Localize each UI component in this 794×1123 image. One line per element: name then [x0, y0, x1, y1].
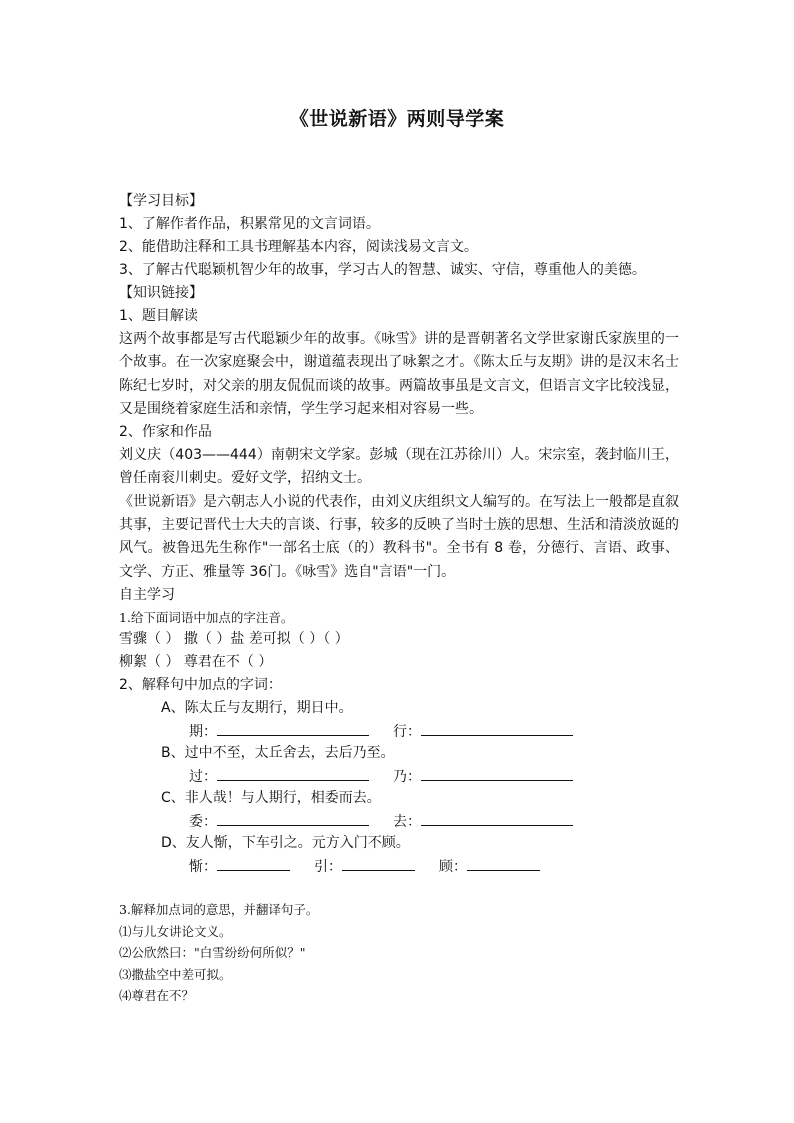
section-heading-links: 【知识链接】	[119, 285, 203, 301]
answer-blank[interactable]	[217, 855, 290, 871]
answer-blank[interactable]	[421, 765, 573, 781]
question-1-line: 柳絮（ ） 尊君在不（ ）	[119, 654, 273, 671]
section-heading-goals: 【学习目标】	[119, 193, 203, 209]
question-3-item: ⑴与儿女讲论文义。	[119, 923, 232, 939]
word-label: 委：	[189, 814, 217, 831]
answer-blank[interactable]	[421, 720, 573, 736]
word-label: 去：	[393, 814, 421, 831]
q2-sentence: C、非人哉！与人期行，相委而去。	[161, 790, 381, 807]
goal-item: 3、了解古代聪颖机智少年的故事，学习古人的智慧、诚实、守信，尊重他人的美德。	[119, 262, 646, 278]
topic-paragraph: 这两个故事都是写古代聪颖少年的故事。《咏雪》讲的是晋朝著名文学世家谢氏家族里的一个故事。在一次家庭聚会中，谢道蕴表现出了咏絮之才。《陈太丘与友期》讲的是汉末名士陈纪七岁时，对父亲的朋友侃侃而谈的故事。两篇故事虽是文言文，但语言文字比较浅显，又是围绕着家庭生活和亲情，学生学习起来相对容易一些。	[119, 331, 679, 417]
word-label: 引：	[314, 859, 342, 876]
answer-blank[interactable]	[217, 810, 369, 826]
q2-answer-row	[161, 810, 679, 832]
question-2-items	[119, 697, 679, 877]
question-3-item: ⑵公欣然曰："白雪纷纷何所似？"	[119, 945, 306, 961]
question-3-item: ⑷尊君在不？	[119, 988, 195, 1004]
word-label: 乃：	[393, 769, 421, 786]
question-1-line: 雪骤（ ） 撒（ ）盐 差可拟（ ）（ ）	[119, 631, 349, 648]
q2-answer-row	[161, 765, 679, 787]
goal-item: 1、了解作者作品，积累常见的文言词语。	[119, 216, 380, 232]
question-3-item: ⑶撒盐空中差可拟。	[119, 966, 232, 982]
q2-sentence: B、过中不至，太丘舍去，去后乃至。	[161, 745, 395, 762]
author-paragraph: 刘义庆（403——444）南朝宋文学家。彭城（现在江苏徐川）人。宋宗室，袭封临川王，曾任南衮川刺史。爱好文学，招纳文士。	[119, 447, 679, 487]
q2-answer-row	[161, 720, 679, 742]
goal-item: 2、能借助注释和工具书理解基本内容，阅读浅易文言文。	[119, 239, 478, 255]
answer-blank[interactable]	[342, 855, 415, 871]
topic-heading: 1、题目解读	[119, 308, 198, 324]
answer-blank[interactable]	[217, 765, 369, 781]
question-1: 1.给下面词语中加点的字注音。	[119, 609, 294, 625]
question-2: 2、解释句中加点的字词：	[119, 677, 282, 694]
q2-sentence: A、陈太丘与友期行，期日中。	[161, 700, 353, 717]
word-label: 顾：	[439, 859, 467, 876]
word-label: 过：	[189, 769, 217, 786]
answer-blank[interactable]	[217, 720, 369, 736]
q2-sentence: D、友人惭，下车引之。元方入门不顾。	[161, 835, 410, 852]
document-body	[119, 190, 679, 1007]
page-title: 《世说新语》两则导学案	[289, 108, 505, 130]
q2-answer-row	[161, 855, 679, 877]
word-label: 期：	[189, 724, 217, 741]
answer-blank[interactable]	[421, 810, 573, 826]
word-label: 惭：	[189, 859, 217, 876]
word-label: 行：	[393, 724, 421, 741]
self-study-heading: 自主学习	[119, 586, 175, 603]
author-heading: 2、作家和作品	[119, 424, 212, 441]
question-3: 3.解释加点词的意思，并翻译句子。	[119, 902, 319, 918]
answer-blank[interactable]	[467, 855, 540, 871]
book-paragraph: 《世说新语》是六朝志人小说的代表作，由刘义庆组织文人编写的。在写法上一般都是直叙其事，主要记晋代士大夫的言谈、行事，较多的反映了当时士族的思想、生活和清淡放诞的风气。被鲁迅先生称作"一部名士底（的）教科书"。全书有 8 卷，分德行、言语、政事、文学、方正、雅量等 36门。《咏雪》选自"言语"一门。	[119, 493, 679, 580]
